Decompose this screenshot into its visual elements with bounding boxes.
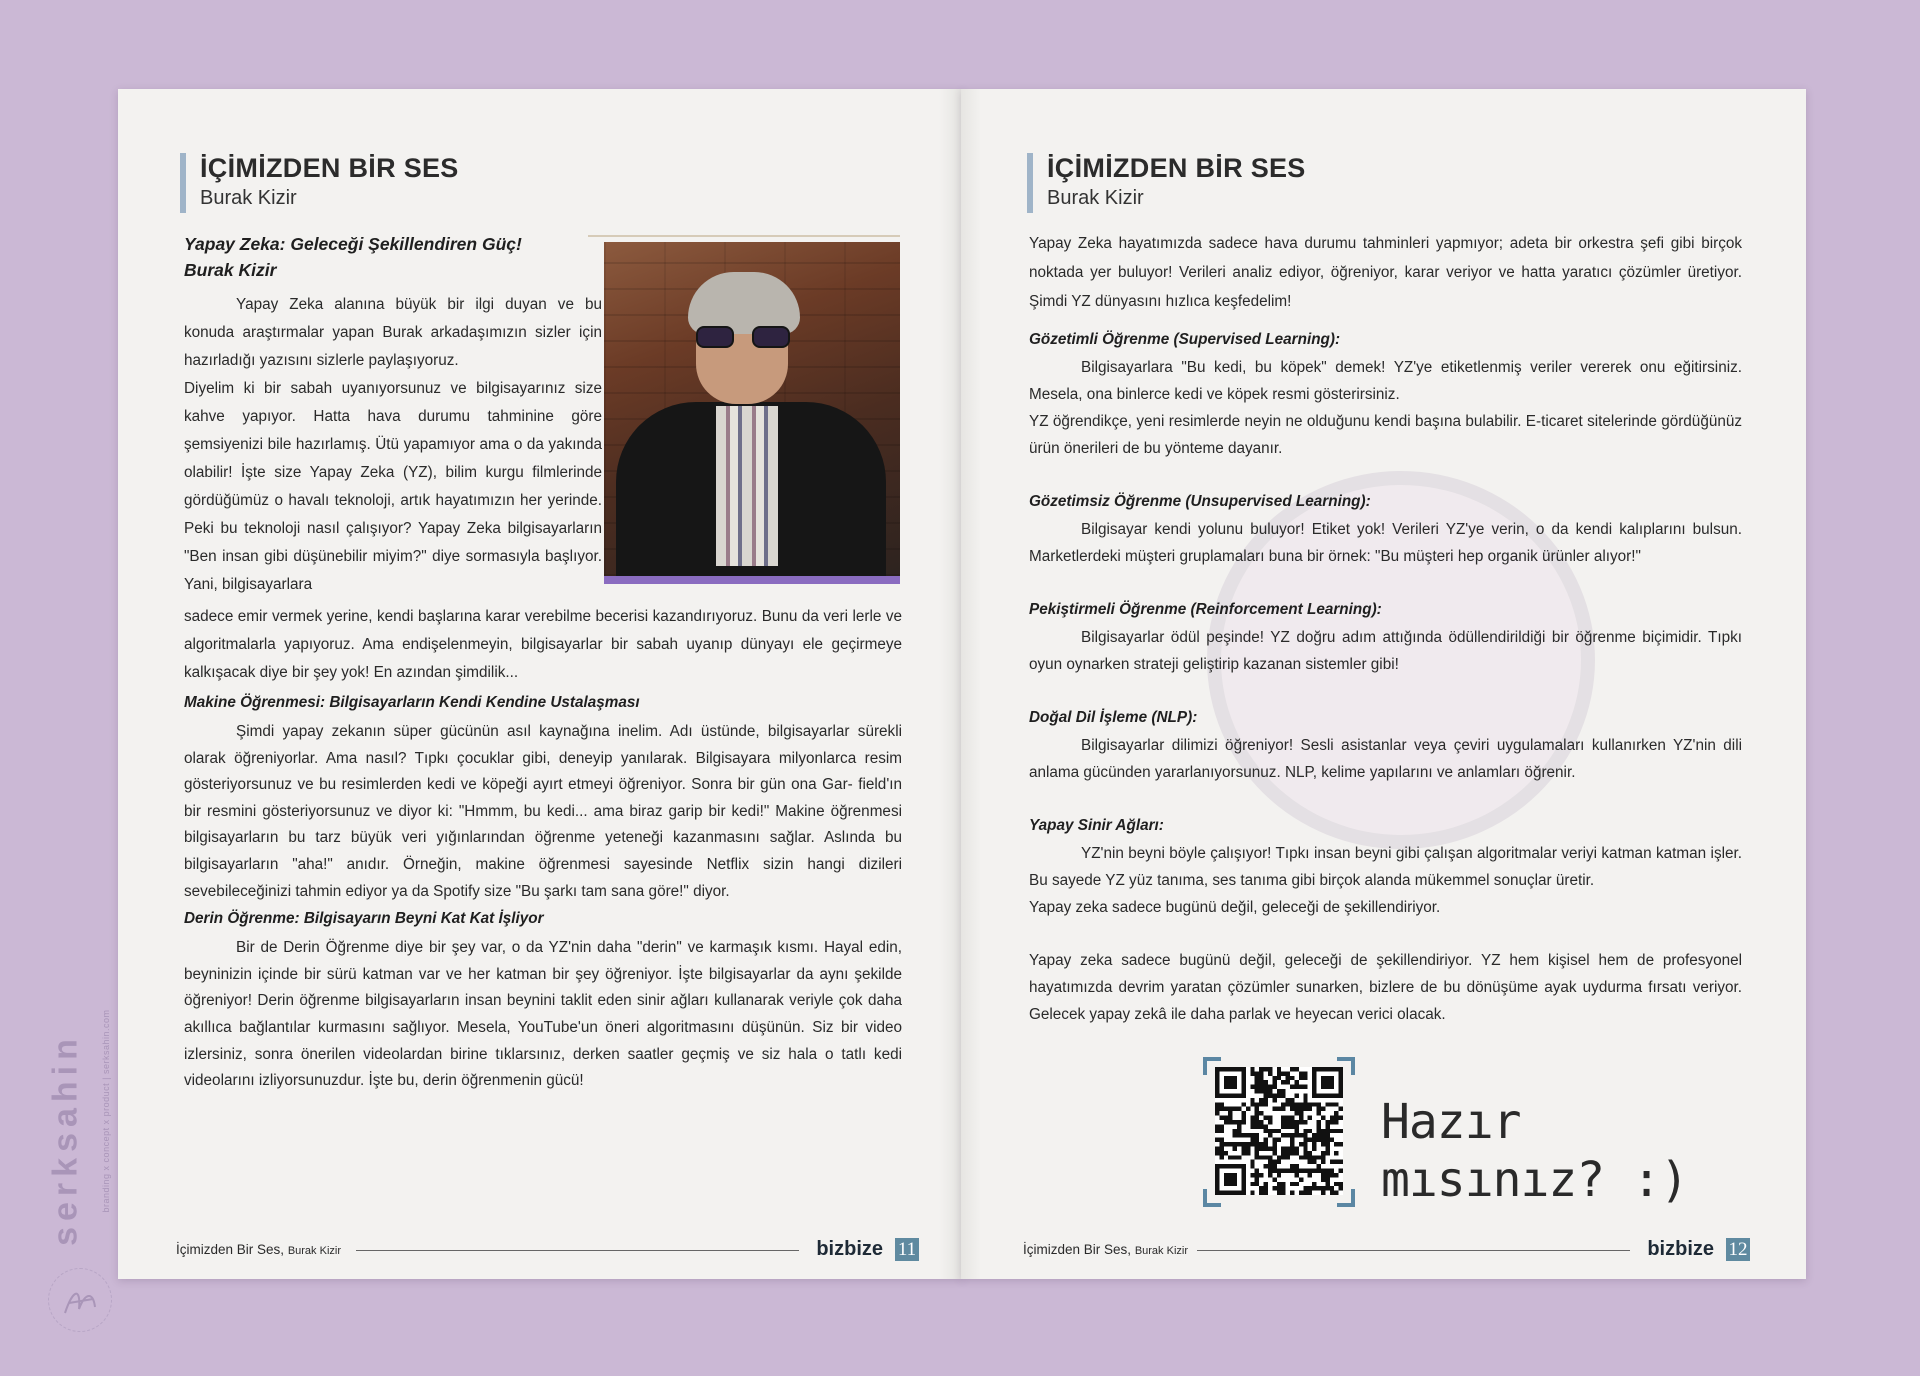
page-number: 12 bbox=[1726, 1238, 1750, 1261]
section-author: Burak Kizir bbox=[1047, 187, 1144, 209]
watermark-name: serksahin bbox=[46, 1033, 85, 1246]
supervised-text-2: YZ öğrendikçe, yeni resimlerde neyin ne olduğunu kendi başına bulabilir. E-ticaret sitelerinde gördüğünüz ürün önerileri de bu yönteme dayanır. bbox=[1029, 413, 1742, 457]
reinforcement-heading: Pekiştirmeli Öğrenme (Reinforcement Learning): bbox=[1029, 601, 1382, 618]
qr-code-icon[interactable] bbox=[1215, 1067, 1343, 1195]
tagline-line-1: Hazır bbox=[1381, 1094, 1521, 1150]
accent-bar bbox=[180, 153, 186, 213]
closing-paragraph: Yapay zeka sadece bugünü değil, geleceği de şekillendiriyor. YZ hem kişisel hem de profesyonel hayatımızda devrim yaratan çözümler sunarken, bizlere de bu dönüşüme ayak uydurma fırsatı veriyor. Gelecek yapay zekâ ile daha parlak ve heyecan verici olacak. bbox=[1029, 952, 1742, 1023]
intro-paragraph: Yapay Zeka hayatımızda sadece hava durumu tahminleri yapmıyor; adeta bir orkestra şefi gibi birçok noktada yer buluyor! Verileri analiz ediyor, öğreniyor, karar veriyor ve hatta yaratıcı çözümler üretiyor. Şimdi YZ dünyasını hızlıca keşfedelim! bbox=[1029, 235, 1742, 310]
footer-brand: bizbize bbox=[816, 1238, 883, 1260]
page-number: 11 bbox=[895, 1238, 919, 1261]
section-author: Burak Kizir bbox=[200, 187, 297, 209]
unsupervised-text: Bilgisayar kendi yolunu buluyor! Etiket yok! Verileri YZ'ye verin, o da kendi kalıplarını bulsun. Marketlerdeki müşteri gruplamaları buna bir örnek: "Bu müşteri hep organik ürünler alıyor!" bbox=[1029, 521, 1742, 565]
nlp-heading: Doğal Dil İşleme (NLP): bbox=[1029, 709, 1198, 726]
scenario-paragraph: Diyelim ki bir sabah uyanıyorsunuz ve bilgisayarınız size kahve yapıyor. Hatta hava durumu tahminine göre şemsiyenizi bile hazırlamış. Ütü yapamıyor ama o da yakında olabilir! İşte size Yapay Zeka (YZ), bilim kurgu filmlerinde gördüğümüz o havalı teknoloji, artık hayatımızın her yerinde. Peki bu teknoloji nasıl çalışıyor? Yapay Zeka bilgisayarların "Ben insan gibi düşünebilir miyim?" diye sormasıyla başlıyor. Yani, bilgisayarlara bbox=[184, 380, 602, 593]
author-photo bbox=[604, 242, 900, 584]
signature-logo-icon bbox=[48, 1268, 112, 1332]
left-page bbox=[118, 89, 963, 1279]
reinforcement-text: Bilgisayarlar ödül peşinde! YZ doğru adım attığında ödüllendirildiği bir öğrenme biçimidir. Tıpkı oyun oynarken strateji geliştirip kazanan sistemler gibi! bbox=[1029, 629, 1742, 673]
footer-title: İçimizden Bir Ses, Burak Kizir bbox=[176, 1242, 341, 1257]
qr-code-frame[interactable] bbox=[1203, 1057, 1355, 1207]
section-title: İÇİMİZDEN BİR SES bbox=[1047, 153, 1306, 183]
section-title: İÇİMİZDEN BİR SES bbox=[200, 153, 459, 183]
dl-heading: Derin Öğrenme: Bilgisayarın Beyni Kat Kat İşliyor bbox=[184, 910, 544, 928]
page-footer bbox=[176, 1238, 919, 1262]
neural-net-text: YZ'nin beyni böyle çalışıyor! Tıpkı insan beyni gibi çalışan algoritmalar veriyi katman katman işler. Bu sayede YZ yüz tanıma, ses tanıma gibi birçok alanda mükemmel sonuçlar üretir. bbox=[1029, 845, 1742, 889]
article-author: Burak Kizir bbox=[184, 260, 277, 280]
dl-paragraph: Bir de Derin Öğrenme diye bir şey var, o da YZ'nin daha "derin" ve karmaşık kısmı. Hayal edin, beyninizin içinde bir sürü katman var ve her katman bir şey öğreniyor. İşte bilgisayarlar da aynı şekilde öğreniyor! Derin öğrenme bilgisayarların insan beynini taklit eden sinir ağları kullanarak veriyle çok daha akıllıca bağlantılar kurmasını sağlıyor. Mesela, YouTube'un öneri algoritmasını düşünün. Siz bir video izlersiniz, sonra önerilen videolardan birine tıklarsınız, derken saatler geçmiş ve siz hala o tatlı kedi videolarını izliyorsunuzdur. İşte bu, derin öğrenmenin gücü! bbox=[184, 939, 902, 1090]
section-header bbox=[1027, 151, 1306, 211]
tagline bbox=[1381, 1093, 1688, 1209]
designer-watermark bbox=[44, 1000, 114, 1350]
footer-rule bbox=[356, 1250, 799, 1251]
continuation-paragraph: sadece emir vermek yerine, kendi başlarına karar verebilme becerisi kazandırıyoruz. Bunu da veri lerle ve algoritmalarla yapıyoruz. Ama endişelenmeyin, bilgisayarlar bir sabah uyanıp dünyayı ele geçirmeye kalkışacak diye bir şey yok! En azından şimdilik... bbox=[184, 608, 902, 681]
footer-title: İçimizden Bir Ses, Burak Kizir bbox=[1023, 1242, 1188, 1257]
tagline-line-2: mısınız? :) bbox=[1381, 1152, 1688, 1208]
right-page bbox=[961, 89, 1806, 1279]
neural-net-text-2: Yapay zeka sadece bugünü değil, geleceği de şekillendiriyor. bbox=[1029, 899, 1441, 916]
supervised-heading: Gözetimli Öğrenme (Supervised Learning): bbox=[1029, 331, 1341, 348]
footer-rule bbox=[1197, 1250, 1630, 1251]
page-footer bbox=[1023, 1238, 1750, 1262]
neural-net-heading: Yapay Sinir Ağları: bbox=[1029, 817, 1164, 834]
article-title bbox=[184, 231, 602, 283]
footer-brand: bizbize bbox=[1647, 1238, 1714, 1260]
section-header bbox=[180, 151, 459, 211]
unsupervised-heading: Gözetimsiz Öğrenme (Unsupervised Learning): bbox=[1029, 493, 1371, 510]
article-title-text: Yapay Zeka: Geleceği Şekillendiren Güç! bbox=[184, 234, 522, 254]
ml-paragraph: Şimdi yapay zekanın süper gücünün asıl kaynağına inelim. Adı üstünde, bilgisayarlar sürekli olarak öğreniyorlar. Ama nasıl? Tıpkı çocuklar gibi, deneyip yanılarak. Bilgisayara milyonlarca resim gösteriyorsunuz ve bu resimlerden kedi ve köpeği ayırt etmeyi öğreniyor. Sonra bir gün ona Gar- field'ın bir resmini gösteriyorsunuz ve diyor ki: "Hmmm, bu kedi... ama biraz garip bir kedi!" Makine öğrenmesi bilgisayarların bu tarz büyük veri yığınlarından öğrenme yeteneği kazanmasını sağlar. Aslında bu bilgisayarların "aha!" anıdır. Örneğin, makine öğrenmesi sayesinde Netflix sizin hangi dizileri sevebileceğinizi tahmin ediyor ya da Spotify size "Bu şarkı tam sana göre!" diyor. bbox=[184, 723, 902, 900]
accent-bar bbox=[1027, 153, 1033, 213]
intro-paragraph: Yapay Zeka alanına büyük bir ilgi duyan ve bu konuda araştırmalar yapan Burak arkadaşımızın sizler için hazırladığı yazısını sizlerle paylaşıyoruz. bbox=[184, 296, 602, 369]
supervised-text: Bilgisayarlara "Bu kedi, bu köpek" demek! YZ'ye etiketlenmiş veriler vererek onu eğitirsiniz. Mesela, ona binlerce kedi ve köpek resmi gösterirsiniz. bbox=[1029, 359, 1742, 403]
article-intro bbox=[184, 231, 602, 599]
nlp-text: Bilgisayarlar dilimizi öğreniyor! Sesli asistanlar veya çeviri uygulamaları kullanırken YZ'nin dili anlama gücünden yararlanıyorsunuz. NLP, kelime yapılarını ve anlamları öğrenir. bbox=[1029, 737, 1742, 781]
article-body bbox=[1029, 229, 1742, 1028]
watermark-subtitle: branding x concept x product | serksahin.com bbox=[101, 1009, 111, 1213]
ml-heading: Makine Öğrenmesi: Bilgisayarların Kendi Kendine Ustalaşması bbox=[184, 694, 640, 711]
